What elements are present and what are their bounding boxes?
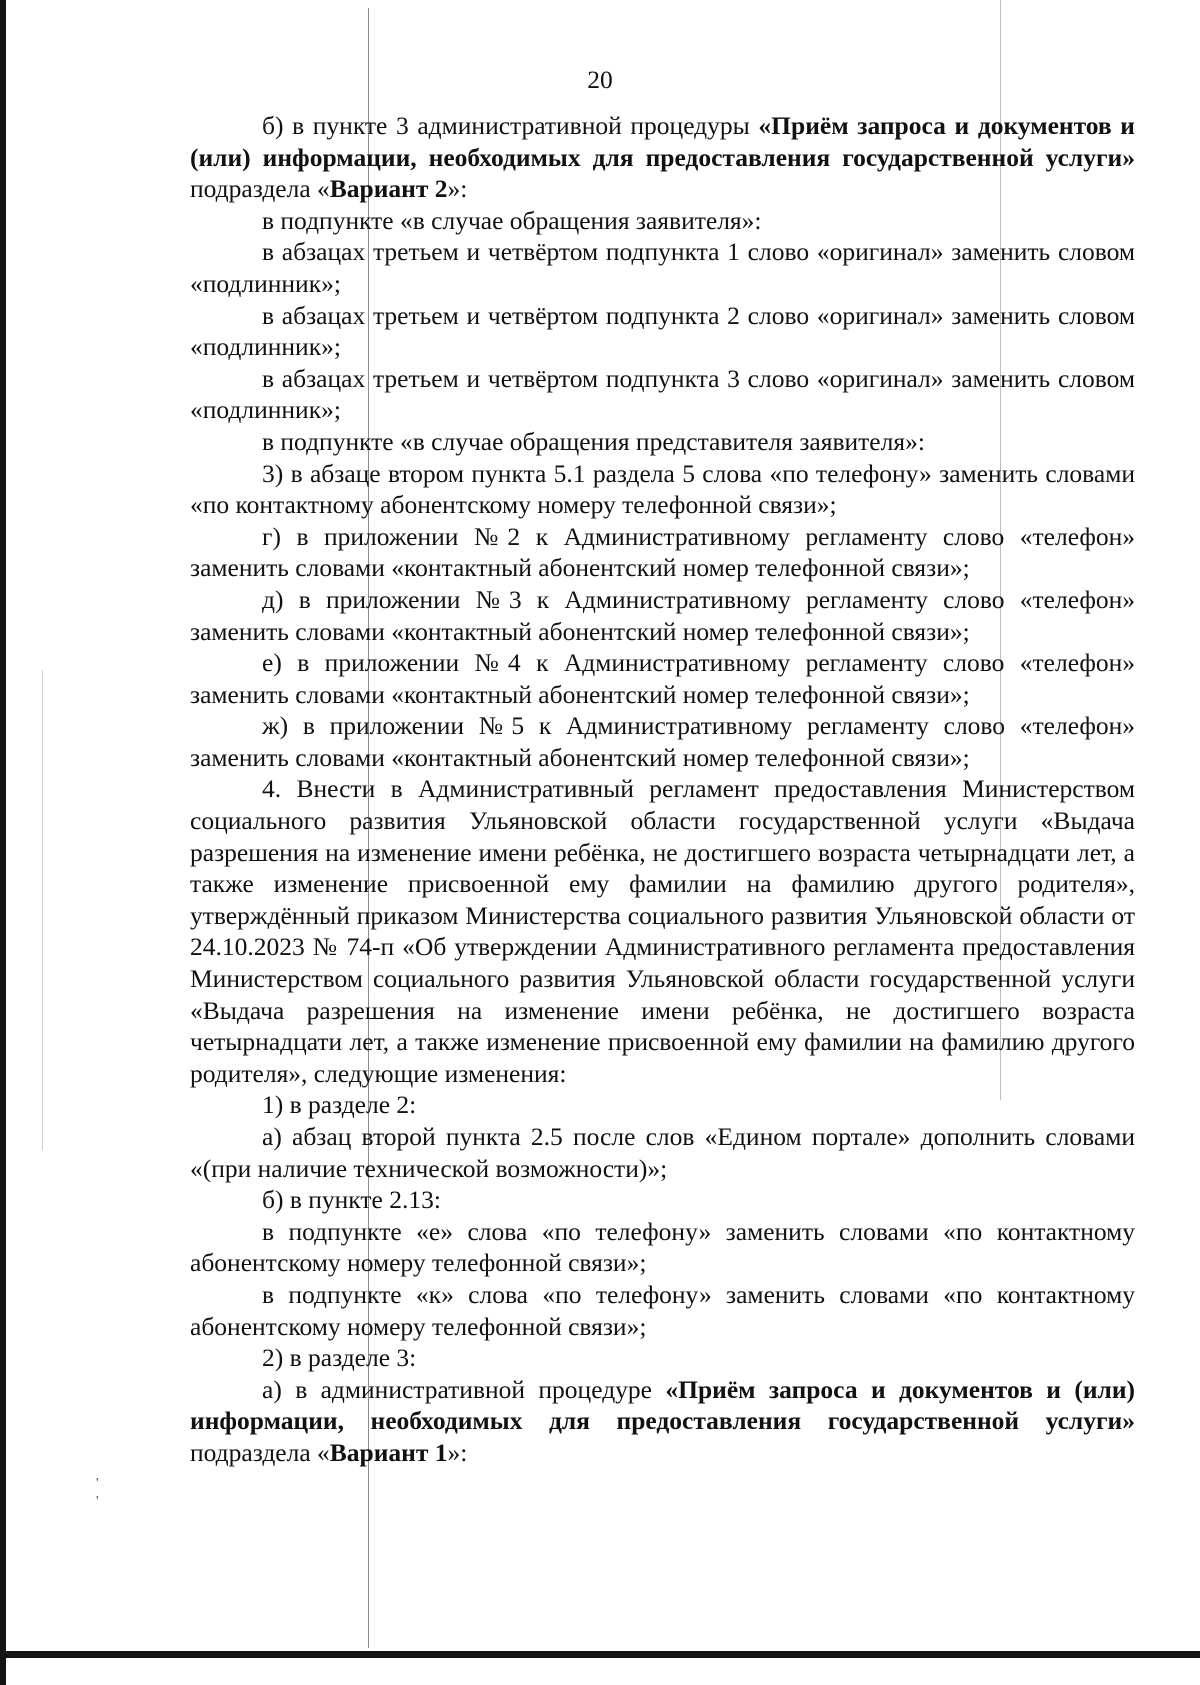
paragraph: 2) в разделе 3: bbox=[262, 1343, 417, 1373]
scan-edge-bottom bbox=[0, 1651, 1200, 1658]
paragraph: 4. Внести в Административный регламент предоставления Министерством социального развития Ульяновской области государственной услуги «Выдача разрешения на изменение имени ребёнка, не достигшего возраста четырнадцати лет, а также изменение присвоенной ему фамилии на фамилию другого родителя», утверждённый приказом Министерства социального развития Ульяновской области от 24.10.2023 № 74-п «Об утверждении Административного регламента предоставления Министерством социального развития Ульяновской области государственной услуги «Выдача разрешения на изменение имени ребёнка, не достигшего возраста четырнадцати лет, а также изменение присвоенной ему фамилии на фамилию другого родителя», следующие изменения: bbox=[190, 774, 1135, 1088]
paragraph: в абзацах третьем и четвёртом подпункта 2 слово «оригинал» заменить словом «подлинник»; bbox=[190, 300, 1135, 362]
paragraph: г) в приложении №2 к Административному регламенту слово «телефон» заменить словами «контактный абонентский номер телефонной связи»; bbox=[190, 521, 1135, 583]
paragraph: в подпункте «в случае обращения представителя заявителя»: bbox=[262, 426, 925, 456]
paragraph: а) абзац второй пункта 2.5 после слов «Едином портале» дополнить словами «(при наличие технической возможности)»; bbox=[190, 1122, 1135, 1183]
paragraph: 1) в разделе 2: bbox=[262, 1090, 417, 1120]
paragraph: в подпункте «е» слова «по телефону» заменить словами «по контактному абонентскому номеру телефонной связи»; bbox=[190, 1216, 1135, 1278]
paragraph: 3) в абзаце втором пункта 5.1 раздела 5 слова «по телефону» заменить словами «по контактному абонентскому номеру телефонной связи»; bbox=[190, 458, 1135, 520]
paragraph: е) в приложении №4 к Административному регламенту слово «телефон» заменить словами «контактный абонентский номер телефонной связи»; bbox=[190, 648, 1135, 709]
paragraph: д) в приложении №3 к Административному регламенту слово «телефон» заменить словами «контактный абонентский номер телефонной связи»; bbox=[190, 584, 1135, 646]
scan-fold-line bbox=[42, 670, 43, 1150]
paragraph: в абзацах третьем и четвёртом подпункта 3 слово «оригинал» заменить словом «подлинник»; bbox=[190, 363, 1135, 425]
paragraph: б) в пункте 3 административной процедуры «Приём запроса и документов и (или) информации, необходимых для предоставления государственной услуги» подраздела «Вариант 2»: bbox=[190, 111, 1135, 204]
page-number: 20 bbox=[587, 65, 613, 94]
paragraph: в подпункте «в случае обращения заявителя»: bbox=[262, 205, 762, 235]
scan-specks: ' ' bbox=[96, 1476, 99, 1509]
paragraph: б) в пункте 2.13: bbox=[262, 1185, 441, 1215]
document-body bbox=[190, 110, 1135, 1469]
paragraph: а) в административной процедуре «Приём запроса и документов и (или) информации, необходимых для предоставления государственной услуги» подраздела «Вариант 1»: bbox=[190, 1374, 1135, 1467]
scan-edge-left bbox=[0, 0, 6, 1685]
paragraph: в абзацах третьем и четвёртом подпункта 1 слово «оригинал» заменить словом «подлинник»; bbox=[190, 237, 1135, 298]
paragraph: ж) в приложении №5 к Административному регламенту слово «телефон» заменить словами «контактный абонентский номер телефонной связи»; bbox=[190, 711, 1135, 772]
paragraph: в подпункте «к» слова «по телефону» заменить словами «по контактному абонентскому номеру телефонной связи»; bbox=[190, 1279, 1135, 1341]
